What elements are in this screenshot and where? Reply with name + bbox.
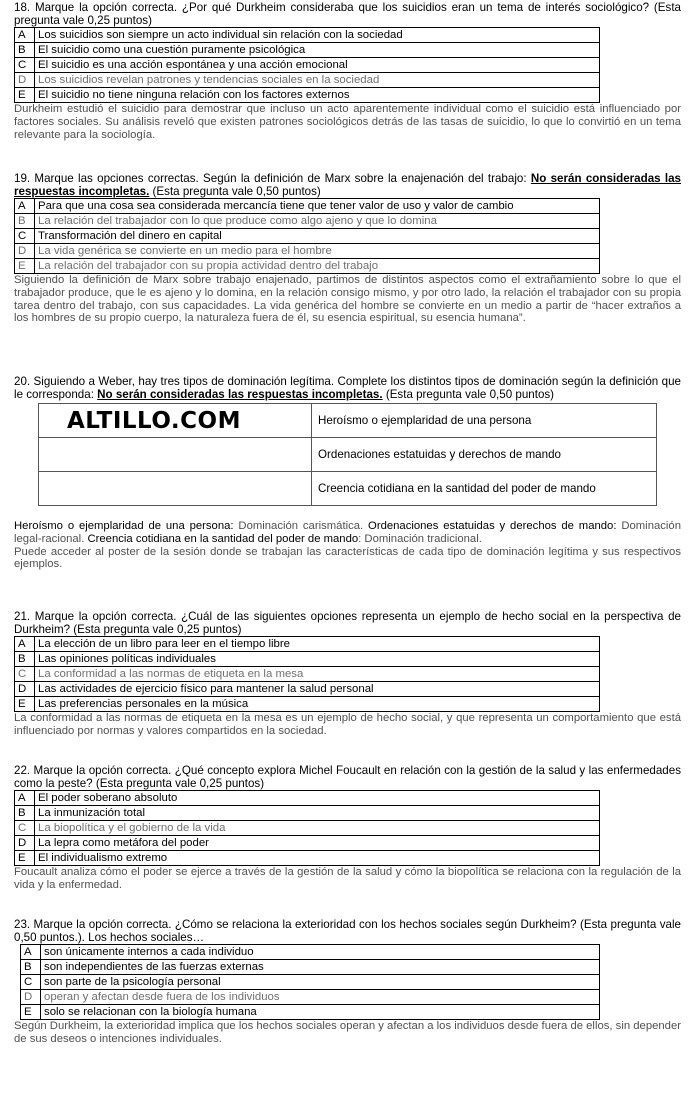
question-text-post: (Esta pregunta vale 0,50 puntos) bbox=[149, 185, 321, 199]
answer-cell[interactable] bbox=[39, 404, 312, 438]
option-row[interactable] bbox=[15, 791, 600, 806]
option-text: Para que una cosa sea considerada mercancía tiene que tener valor de uso y valor de cambio bbox=[35, 199, 600, 214]
explanation: La conformidad a las normas de etiqueta en la mesa es un ejemplo de hecho social, y que representa un comportamiento que está influenciado por normas y valores compartidos en la sociedad. bbox=[14, 712, 681, 737]
question-19 bbox=[14, 172, 681, 325]
option-key: A bbox=[15, 637, 35, 652]
option-key: D bbox=[15, 73, 35, 88]
option-row[interactable] bbox=[15, 851, 600, 866]
options-table bbox=[14, 198, 600, 274]
question-text: 18. Marque la opción correcta. ¿Por qué Durkheim consideraba que los suicidios eran un tema de interés sociológico? (Esta pregunta vale 0,25 puntos) bbox=[14, 1, 681, 28]
option-key: D bbox=[21, 990, 41, 1005]
definition-cell: Creencia cotidiana en la santidad del poder de mando bbox=[312, 472, 657, 506]
option-text: operan y afectan desde fuera de los individuos bbox=[41, 990, 600, 1005]
options-table bbox=[14, 27, 600, 103]
option-text: La inmunización total bbox=[35, 806, 600, 821]
option-key: B bbox=[15, 652, 35, 667]
option-row-correct[interactable] bbox=[15, 259, 600, 274]
answer-type: Dominación legal-racional. bbox=[14, 520, 681, 545]
question-text-pre: 20. Siguiendo a Weber, hay tres tipos de dominación legítima. Complete los distintos tipos de dominación según la definición que le corresponda: bbox=[14, 375, 681, 402]
option-row[interactable] bbox=[15, 28, 600, 43]
domination-row bbox=[39, 438, 657, 472]
option-text: La relación del trabajador con lo que produce como algo ajeno y que lo domina bbox=[35, 214, 600, 229]
question-text bbox=[14, 375, 681, 401]
option-row[interactable] bbox=[15, 637, 600, 652]
options-table bbox=[14, 636, 600, 712]
option-text: El suicidio no tiene ninguna relación con los factores externos bbox=[35, 88, 600, 103]
option-row[interactable] bbox=[21, 975, 600, 990]
domination-row bbox=[39, 404, 657, 438]
option-row[interactable] bbox=[15, 682, 600, 697]
question-text-pre: 19. Marque las opciones correctas. Según la definición de Marx sobre la enajenación del trabajo: bbox=[14, 172, 531, 185]
option-key: A bbox=[21, 945, 41, 960]
option-text: Las actividades de ejercicio físico para mantener la salud personal bbox=[35, 682, 600, 697]
option-text: La lepra como metáfora del poder bbox=[35, 836, 600, 851]
question-23 bbox=[14, 918, 681, 1046]
altillo-logo: ALTILLO.COM bbox=[67, 407, 241, 434]
question-18 bbox=[14, 1, 681, 141]
explanation: Foucault analiza cómo el poder se ejerce a través de la gestión de la salud y cómo la biopolítica se relaciona con la regulación de la vida y la enfermedad. bbox=[14, 866, 681, 891]
option-text: Las opiniones políticas individuales bbox=[35, 652, 600, 667]
option-key: D bbox=[15, 682, 35, 697]
option-text: son parte de la psicología personal bbox=[41, 975, 600, 990]
option-row-correct[interactable] bbox=[15, 244, 600, 259]
answer-note: Puede acceder al poster de la sesión donde se trabajan las características de cada tipo de dominación legítima y sus respectivos ejemplos. bbox=[14, 545, 681, 571]
option-key: C bbox=[15, 229, 35, 244]
answer-term: Ordenaciones estatuidas y derechos de mando: bbox=[368, 520, 617, 533]
question-text-bold: No serán consideradas las respuestas incompletas. bbox=[97, 388, 383, 402]
option-key: B bbox=[21, 960, 41, 975]
question-text: 22. Marque la opción correcta. ¿Qué concepto explora Michel Foucault en relación con la gestión de la salud y las enfermedades como la peste? (Esta pregunta vale 0,25 puntos) bbox=[14, 764, 681, 791]
domination-row bbox=[39, 472, 657, 506]
option-key: E bbox=[15, 88, 35, 103]
option-text: El suicidio como una cuestión puramente psicológica bbox=[35, 43, 600, 58]
option-text: Los suicidios revelan patrones y tendencias sociales en la sociedad bbox=[35, 73, 600, 88]
option-key: D bbox=[15, 836, 35, 851]
option-key: C bbox=[15, 821, 35, 836]
option-text: solo se relacionan con la biología humana bbox=[41, 1005, 600, 1020]
answer-explanation bbox=[14, 520, 681, 545]
option-row[interactable] bbox=[15, 697, 600, 712]
option-text: La biopolítica y el gobierno de la vida bbox=[35, 821, 600, 836]
answer-type: : Dominación tradicional. bbox=[358, 533, 482, 545]
option-text: La conformidad a las normas de etiqueta en la mesa bbox=[35, 667, 600, 682]
answer-term: Creencia cotidiana en la santidad del poder de mando bbox=[87, 533, 359, 545]
option-text: Los suicidios son siempre un acto individual sin relación con la sociedad bbox=[35, 28, 600, 43]
option-key: B bbox=[15, 214, 35, 229]
answer-type: Dominación carismática. bbox=[233, 520, 369, 533]
option-key: E bbox=[21, 1005, 41, 1020]
option-key: A bbox=[15, 199, 35, 214]
option-row-correct[interactable] bbox=[21, 990, 600, 1005]
option-key: E bbox=[15, 851, 35, 866]
option-key: C bbox=[21, 975, 41, 990]
explanation: Durkheim estudió el suicidio para demostrar que incluso un acto aparentemente individual como el suicidio está influenciado por factores sociales. Su análisis reveló que existen patrones sociológicos detrás de las tasas de suicidio, lo que lo convirtió en un tema relevante para la sociología. bbox=[14, 103, 681, 141]
option-key: C bbox=[15, 667, 35, 682]
options-table bbox=[20, 944, 600, 1020]
option-row[interactable] bbox=[21, 945, 600, 960]
question-text-post: (Esta pregunta vale 0,50 puntos) bbox=[382, 388, 555, 402]
option-text: El suicidio es una acción espontánea y una acción emocional bbox=[35, 58, 600, 73]
option-key: B bbox=[15, 806, 35, 821]
option-row-correct[interactable] bbox=[15, 214, 600, 229]
option-key: D bbox=[15, 244, 35, 259]
question-22 bbox=[14, 764, 681, 892]
option-text: El poder soberano absoluto bbox=[35, 791, 600, 806]
options-table bbox=[14, 790, 600, 866]
option-row-correct[interactable] bbox=[15, 821, 600, 836]
option-row[interactable] bbox=[15, 43, 600, 58]
question-text: 23. Marque la opción correcta. ¿Cómo se relaciona la exterioridad con los hechos sociales según Durkheim? (Esta pregunta vale 0,50 puntos.). Los hechos sociales… bbox=[14, 918, 681, 945]
question-21 bbox=[14, 610, 681, 738]
answer-cell[interactable] bbox=[39, 438, 312, 472]
explanation: Según Durkheim, la exterioridad implica que los hechos sociales operan y afectan a los individuos desde fuera de ellos, sin depender de sus deseos o intenciones individuales. bbox=[14, 1020, 681, 1045]
option-key: E bbox=[15, 259, 35, 274]
option-row[interactable] bbox=[15, 806, 600, 821]
answer-term: Heroísmo o ejemplaridad de una persona: bbox=[14, 520, 234, 533]
option-row-correct[interactable] bbox=[15, 667, 600, 682]
option-row[interactable] bbox=[15, 836, 600, 851]
option-key: C bbox=[15, 58, 35, 73]
option-row[interactable] bbox=[21, 1005, 600, 1020]
option-text: El individualismo extremo bbox=[35, 851, 600, 866]
option-key: B bbox=[15, 43, 35, 58]
explanation: Siguiendo la definición de Marx sobre trabajo enajenado, partimos de distintos aspectos como el extrañamiento sobre lo que el trabajador produce, que le es ajeno y lo domina, en la relación consigo mismo, y por otro lado, la relación el trabajador con su propia tarea dentro del trabajo, con sus capacidades. La vida genérica del hombre se convierte en un medio a partir de “hacer extraños a los hombres de su propio cuerpo, la naturaleza fuera de él, su esencia espiritual, su esencia humana”. bbox=[14, 274, 681, 325]
option-text: son independientes de las fuerzas externas bbox=[41, 960, 600, 975]
answer-cell[interactable] bbox=[39, 472, 312, 506]
option-key: A bbox=[15, 791, 35, 806]
option-text: La vida genérica se convierte en un medio para el hombre bbox=[35, 244, 600, 259]
option-key: E bbox=[15, 697, 35, 712]
option-row[interactable] bbox=[15, 88, 600, 103]
option-row[interactable] bbox=[21, 960, 600, 975]
option-row[interactable] bbox=[15, 199, 600, 214]
option-text: La elección de un libro para leer en el tiempo libre bbox=[35, 637, 600, 652]
domination-table bbox=[38, 403, 657, 506]
option-text: Transformación del dinero en capital bbox=[35, 229, 600, 244]
definition-cell: Heroísmo o ejemplaridad de una persona bbox=[312, 404, 657, 438]
option-text: La relación del trabajador con su propia actividad dentro del trabajo bbox=[35, 259, 600, 274]
option-text: son únicamente internos a cada individuo bbox=[41, 945, 600, 960]
option-row[interactable] bbox=[15, 652, 600, 667]
option-row-correct[interactable] bbox=[15, 73, 600, 88]
question-text-bold: No serán consideradas las respuestas incompletas. bbox=[14, 172, 681, 199]
question-text: 21. Marque la opción correcta. ¿Cuál de las siguientes opciones representa un ejemplo de hecho social en la perspectiva de Durkheim? (Esta pregunta vale 0,25 puntos) bbox=[14, 610, 681, 637]
definition-cell: Ordenaciones estatuidas y derechos de mando bbox=[312, 438, 657, 472]
question-20 bbox=[14, 375, 681, 571]
question-text bbox=[14, 172, 681, 198]
option-text: Las preferencias personales en la música bbox=[35, 697, 600, 712]
option-row[interactable] bbox=[15, 58, 600, 73]
option-row[interactable] bbox=[15, 229, 600, 244]
option-key: A bbox=[15, 28, 35, 43]
